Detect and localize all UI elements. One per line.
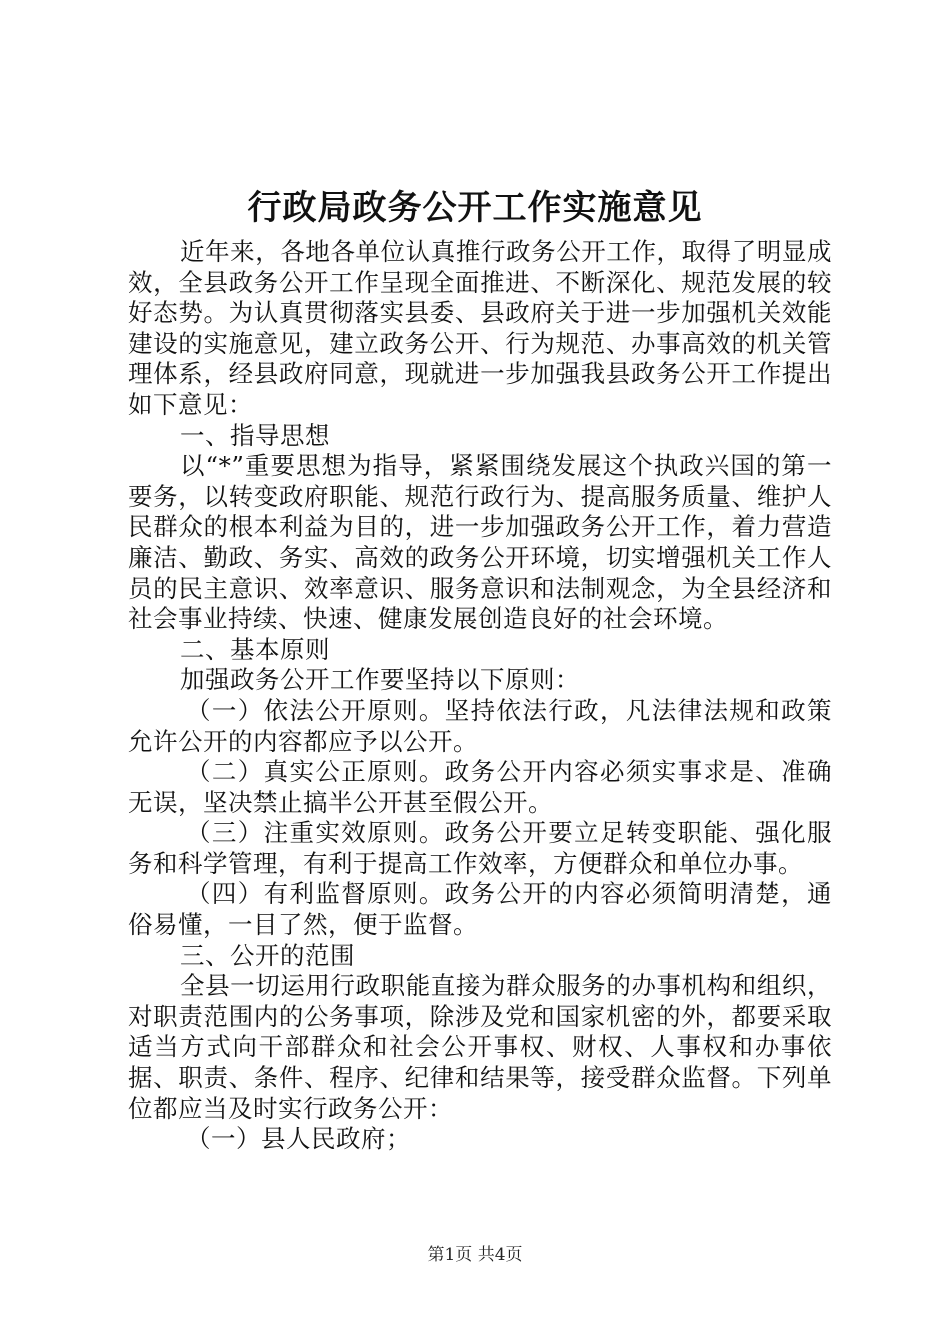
principles-intro-paragraph: 加强政务公开工作要坚持以下原则： — [180, 665, 580, 695]
section-heading-scope: 三、公开的范围 — [180, 940, 355, 970]
principle-item-3: （三）注重实效原则。政务公开要立足转变职能、强化服务和科学管理，有利于提高工作效率，方便群众和单位办事。 — [128, 818, 832, 878]
page-number-footer: 第1页 共4页 — [427, 1245, 523, 1265]
principle-item-1: （一）依法公开原则。坚持依法行政，凡法律法规和政策允许公开的内容都应予以公开。 — [128, 695, 832, 756]
document-title: 行政局政务公开工作实施意见 — [247, 188, 703, 228]
section-heading-basic-principles: 二、基本原则 — [180, 634, 330, 664]
document-body — [128, 237, 832, 1155]
scope-item-1: （一）县人民政府； — [186, 1124, 411, 1154]
scope-paragraph: 全县一切运用行政职能直接为群众服务的办事机构和组织，对职责范围内的公务事项，除涉及党和国家机密的外，都要采取适当方式向干部群众和社会公开事权、财权、人事权和办事依据、职责、条件、程序、纪律和结果等，接受群众监督。下列单位都应当及时实行政务公开： — [128, 971, 832, 1123]
principle-item-4: （四）有利监督原则。政务公开的内容必须简明清楚，通俗易懂，一目了然，便于监督。 — [128, 879, 832, 940]
intro-paragraph: 近年来，各地各单位认真推行政务公开工作，取得了明显成效，全县政务公开工作呈现全面推进、不断深化、规范发展的较好态势。为认真贯彻落实县委、县政府关于进一步加强机关效能建设的实施意见，建立政务公开、行为规范、办事高效的机关管理体系，经县政府同意，现就进一步加强我县政务公开工作提出如下意见： — [128, 237, 832, 419]
guiding-ideology-paragraph: 以“*”重要思想为指导，紧紧围绕发展这个执政兴国的第一要务，以转变政府职能、规范行政行为、提高服务质量、维护人民群众的根本利益为目的，进一步加强政务公开工作，着力营造廉洁、勤政、务实、高效的政务公开环境，切实增强机关工作人员的民主意识、效率意识、服务意识和法制观念，为全县经济和社会事业持续、快速、健康发展创造良好的社会环境。 — [128, 451, 832, 634]
principle-item-2: （二）真实公正原则。政务公开内容必须实事求是、准确无误，坚决禁止搞半公开甚至假公开。 — [128, 757, 832, 817]
section-heading-guiding-ideology: 一、指导思想 — [180, 420, 330, 450]
